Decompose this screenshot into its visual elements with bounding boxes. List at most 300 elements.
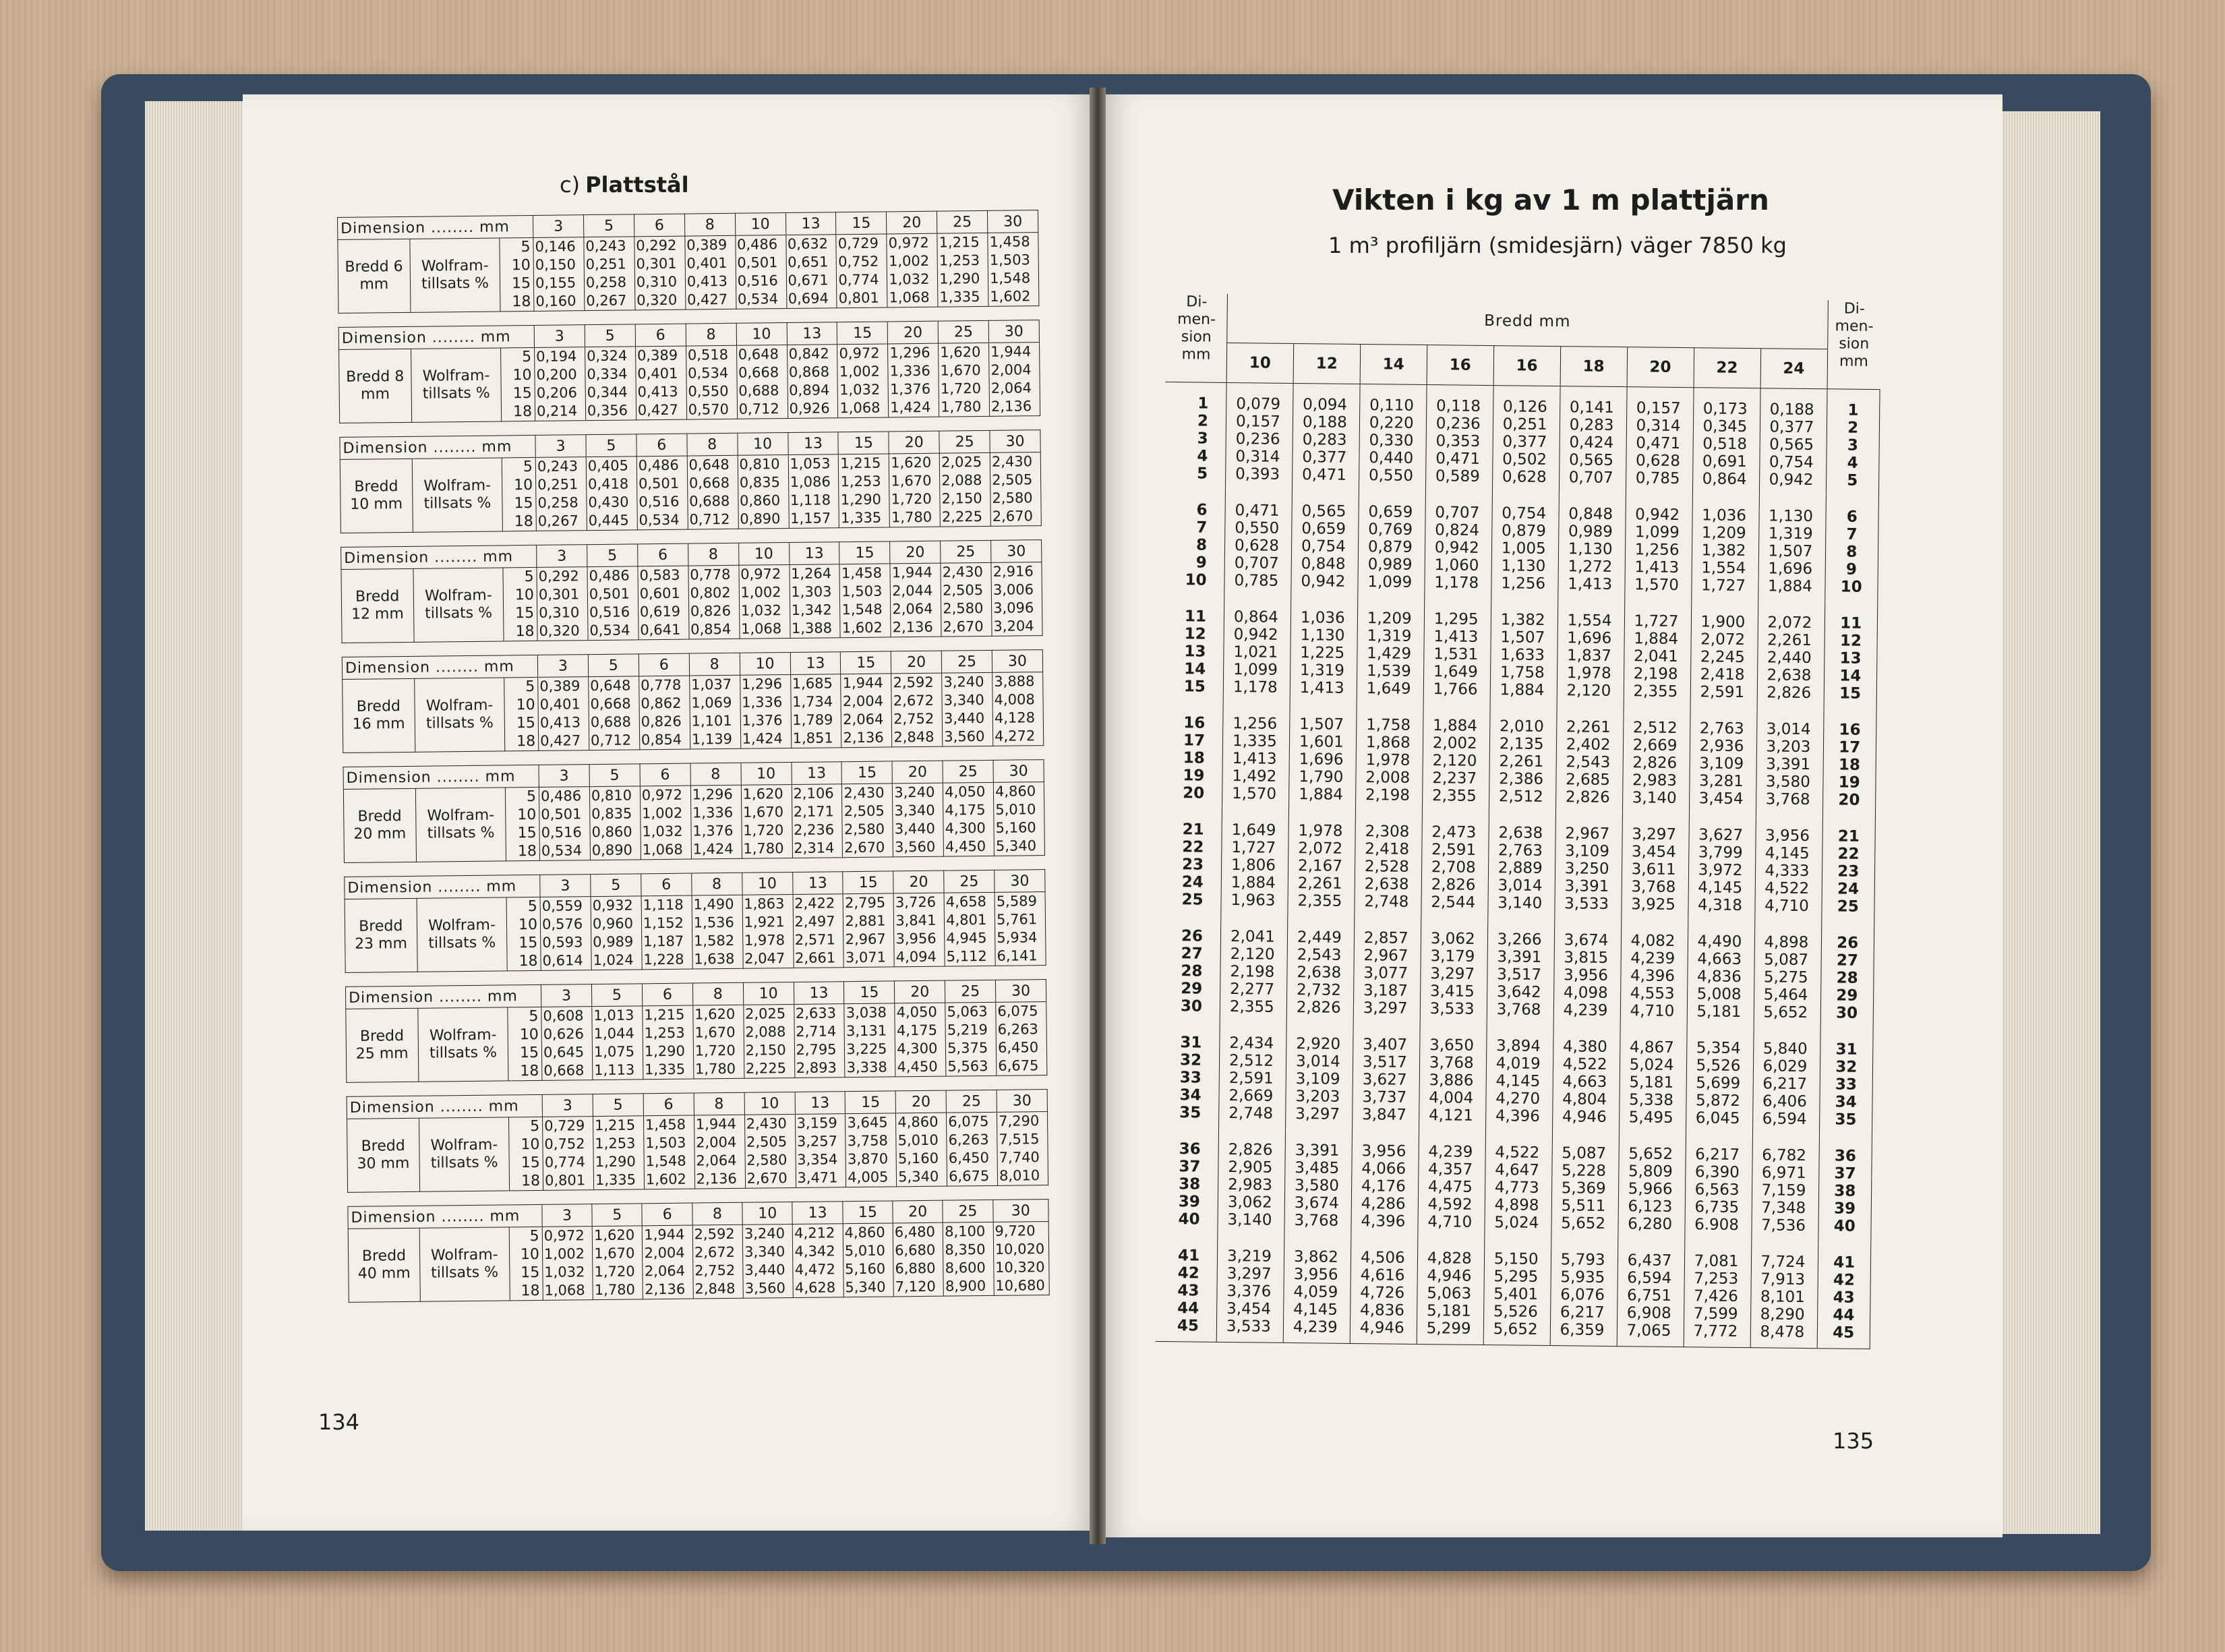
dimension-value: 3 xyxy=(1197,430,1208,448)
weight-value: 3,014 xyxy=(1497,877,1543,895)
dimension-value: 35 xyxy=(1835,1111,1857,1129)
weight-value: 2,064 xyxy=(644,1262,686,1280)
weight-value: 2,685 xyxy=(1566,771,1611,789)
weight-value: 2,505 xyxy=(843,802,885,820)
page-number-left: 134 xyxy=(318,1409,360,1435)
weight-column xyxy=(1757,601,1825,709)
weight-value: 1,290 xyxy=(644,1042,686,1060)
value-column xyxy=(841,674,892,748)
weight-column xyxy=(1553,919,1622,1026)
dimension-value: 12 xyxy=(1184,625,1206,643)
dimension-value: 16 xyxy=(1183,714,1206,732)
weight-value: 2,591 xyxy=(1431,841,1477,859)
block-data-row xyxy=(338,233,1039,314)
weight-value: 3,768 xyxy=(1429,1054,1474,1072)
percent-value: 18 xyxy=(520,1062,539,1080)
width-column-header: 24 xyxy=(1760,349,1828,389)
block-data-row xyxy=(343,672,1044,753)
dimension-value: 35 xyxy=(1179,1104,1202,1122)
weight-value: 1,458 xyxy=(645,1116,686,1133)
weight-column xyxy=(1359,384,1427,492)
thickness-header: 13 xyxy=(788,432,838,455)
weight-value: 2,638 xyxy=(1364,875,1409,893)
weight-value: 5,699 xyxy=(1696,1074,1741,1092)
dimension-value: 30 xyxy=(1180,997,1203,1015)
weight-value: 8,478 xyxy=(1760,1323,1805,1341)
width-column-header: 10 xyxy=(1226,343,1294,383)
weight-column xyxy=(1686,1027,1754,1134)
weight-value: 1,032 xyxy=(740,602,782,619)
weight-value: 2,752 xyxy=(694,1262,736,1279)
weight-value: 6,390 xyxy=(1694,1163,1740,1181)
weight-value: 5,338 xyxy=(1628,1091,1674,1109)
weight-value: 1,633 xyxy=(1500,646,1545,664)
weight-value: 1,900 xyxy=(1700,613,1746,632)
weight-column xyxy=(1622,707,1690,814)
weight-value: 2,505 xyxy=(992,471,1033,488)
weight-value: 0,550 xyxy=(1368,467,1414,485)
dimension-header: Di- men- sion mm xyxy=(1166,293,1228,382)
weight-value: 2,505 xyxy=(942,581,984,599)
weight-value: 1,024 xyxy=(593,951,634,969)
value-column xyxy=(585,347,636,421)
weight-value: 3,109 xyxy=(1295,1070,1340,1088)
weight-value: 5,375 xyxy=(947,1039,988,1057)
weight-value: 0,707 xyxy=(1568,469,1613,487)
percent-value: 18 xyxy=(512,293,531,311)
dimension-label: Dimension ........ mm xyxy=(348,1204,542,1229)
weight-value: 2,763 xyxy=(1699,719,1744,738)
thickness-header: 10 xyxy=(736,323,787,346)
thickness-header: 20 xyxy=(892,761,943,784)
weight-value: 3,768 xyxy=(1631,878,1676,896)
weight-value: 1,086 xyxy=(790,473,831,490)
thickness-header: 20 xyxy=(887,211,937,234)
value-column xyxy=(692,895,743,969)
value-column xyxy=(793,894,844,968)
width-column-header: 20 xyxy=(1627,347,1694,388)
weight-table-wrap xyxy=(1155,293,1881,1413)
thickness-header: 8 xyxy=(694,1092,744,1115)
weight-column xyxy=(1487,918,1555,1026)
weight-value: 6,263 xyxy=(948,1131,989,1148)
weight-value: 0,334 xyxy=(587,365,628,383)
weight-value: 0,405 xyxy=(587,457,629,475)
weight-value: 0,292 xyxy=(538,568,579,585)
percent-value: 15 xyxy=(517,824,537,842)
weight-value: 3,062 xyxy=(1430,930,1475,948)
weight-value: 0,942 xyxy=(1434,539,1479,557)
plattstal-block xyxy=(347,1089,1048,1193)
weight-value: 3,250 xyxy=(1564,860,1609,878)
weight-value: 4,553 xyxy=(1630,984,1675,1003)
weight-column xyxy=(1222,703,1290,810)
weight-column xyxy=(1758,495,1826,602)
dimension-column xyxy=(1158,1022,1220,1129)
dimension-column xyxy=(1826,389,1880,496)
weight-value: 7,772 xyxy=(1693,1322,1738,1340)
weight-value: 1,429 xyxy=(1367,645,1412,663)
value-column xyxy=(943,782,995,856)
weight-value: 5,008 xyxy=(1696,985,1742,1003)
dimension-column xyxy=(1159,915,1221,1022)
weight-value: 2,355 xyxy=(1633,682,1678,701)
weight-value: 2,826 xyxy=(1431,876,1476,894)
weight-value: 0,471 xyxy=(1235,502,1280,520)
weight-value: 3,257 xyxy=(796,1133,838,1150)
weight-value: 4,357 xyxy=(1428,1160,1473,1179)
weight-value: 0,989 xyxy=(1568,523,1613,541)
weight-value: 0,688 xyxy=(689,492,730,510)
weight-value: 1,264 xyxy=(790,565,832,582)
thickness-header: 3 xyxy=(542,1094,593,1117)
dimension-column xyxy=(1161,702,1223,809)
weight-value: 0,534 xyxy=(639,511,680,529)
weight-value: 1,837 xyxy=(1566,647,1612,665)
thickness-header: 5 xyxy=(583,214,634,237)
weight-value: 2,088 xyxy=(941,472,982,489)
weight-column xyxy=(1687,920,1755,1028)
weight-value: 0,864 xyxy=(1233,608,1278,626)
weight-value: 2,004 xyxy=(695,1133,737,1151)
weight-value: 3,580 xyxy=(1765,773,1810,792)
value-column xyxy=(640,786,691,860)
value-column xyxy=(945,1002,997,1076)
weight-value: 5,526 xyxy=(1493,1303,1538,1321)
weight-value: 5,652 xyxy=(1763,1003,1808,1022)
weight-value: 2,672 xyxy=(893,692,934,709)
weight-value: 1,413 xyxy=(1232,750,1277,768)
weight-value: 1,758 xyxy=(1500,663,1545,682)
percent-column xyxy=(509,1227,543,1301)
weight-value: 4,898 xyxy=(1494,1196,1539,1214)
weight-value: 1,068 xyxy=(839,399,881,417)
dimension-value: 25 xyxy=(1181,891,1204,909)
weight-value: 0,671 xyxy=(788,272,829,289)
weight-value: 3,627 xyxy=(1362,1071,1407,1089)
weight-value: 2,967 xyxy=(1565,825,1610,843)
weight-value: 1,685 xyxy=(792,675,833,692)
weight-value: 2,136 xyxy=(843,729,884,746)
weight-value: 1,101 xyxy=(691,712,732,730)
thickness-header: 13 xyxy=(792,1202,843,1225)
weight-value: 4,710 xyxy=(1764,897,1810,916)
thickness-header: 10 xyxy=(741,762,792,785)
dimension-value: 26 xyxy=(1181,927,1204,945)
thickness-header: 3 xyxy=(533,215,584,238)
thickness-header: 8 xyxy=(690,763,741,786)
weight-value: 2,881 xyxy=(845,912,886,930)
weight-value: 2,967 xyxy=(1363,947,1408,965)
value-column xyxy=(887,233,938,307)
value-column xyxy=(592,1226,643,1300)
weight-value: 1,053 xyxy=(790,455,831,472)
weight-value: 1,002 xyxy=(839,363,881,380)
weight-column xyxy=(1419,1024,1487,1131)
weight-value: 1,720 xyxy=(940,380,982,397)
weight-column xyxy=(1357,597,1425,705)
weight-value: 4,128 xyxy=(994,709,1036,726)
weight-value: 1,336 xyxy=(692,804,734,821)
dimension-value: 30 xyxy=(1835,1004,1858,1022)
weight-value: 4,522 xyxy=(1562,1055,1607,1073)
weight-group-row xyxy=(1161,702,1876,816)
weight-value: 2,544 xyxy=(1431,893,1476,912)
weight-value: 3,338 xyxy=(846,1059,887,1076)
dimension-value: 38 xyxy=(1834,1182,1856,1200)
width-label: Bredd 12 mm xyxy=(341,568,414,643)
plattstal-block xyxy=(345,979,1047,1083)
weight-value: 4,946 xyxy=(1427,1267,1472,1285)
weight-value: 1,335 xyxy=(939,289,980,305)
weight-value: 0,559 xyxy=(541,897,583,914)
width-column-header: 18 xyxy=(1560,347,1628,387)
thickness-header: 6 xyxy=(637,543,688,566)
weight-value: 4,475 xyxy=(1427,1178,1473,1196)
weight-value: 3,281 xyxy=(1698,772,1744,791)
weight-column xyxy=(1692,388,1760,496)
value-column xyxy=(738,455,789,529)
weight-value: 1,002 xyxy=(740,584,781,601)
weight-value: 1,601 xyxy=(1299,733,1344,751)
thickness-header: 15 xyxy=(846,1091,896,1114)
weight-value: 2,714 xyxy=(796,1023,837,1040)
thickness-header: 25 xyxy=(946,1090,997,1113)
weight-value: 1,490 xyxy=(693,895,734,913)
weight-value: 0,826 xyxy=(641,713,682,730)
weight-value: 3,642 xyxy=(1496,983,1541,1001)
width-column-header: 16 xyxy=(1493,346,1561,386)
weight-value: 3,956 xyxy=(895,930,937,947)
weight-value: 1,295 xyxy=(1433,610,1479,628)
weight-value: 2,497 xyxy=(794,913,835,930)
dimension-value: 34 xyxy=(1835,1093,1857,1111)
weight-value: 1,602 xyxy=(990,288,1031,305)
weight-value: 1,336 xyxy=(742,694,783,711)
weight-value: 2,434 xyxy=(1229,1034,1274,1053)
weight-value: 0,752 xyxy=(544,1135,585,1152)
weight-value: 4,860 xyxy=(844,1224,885,1241)
thickness-header: 3 xyxy=(537,655,588,678)
weight-value: 3,925 xyxy=(1631,895,1676,914)
value-column xyxy=(591,896,642,970)
weight-value: 1,492 xyxy=(1232,767,1277,786)
value-column xyxy=(694,1115,745,1189)
weight-value: 5,087 xyxy=(1562,1144,1607,1162)
block-data-row xyxy=(345,892,1046,973)
percent-value: 10 xyxy=(521,1135,540,1154)
weight-value: 1,376 xyxy=(742,712,783,729)
weight-value: 2,261 xyxy=(1297,875,1342,893)
dimension-value: 25 xyxy=(1837,897,1859,916)
weight-value: 0,707 xyxy=(1234,554,1279,572)
weight-value: 6,563 xyxy=(1694,1181,1740,1199)
weight-value: 4,175 xyxy=(945,801,986,819)
left-page-edges xyxy=(145,101,246,1531)
weight-group-row xyxy=(1156,1128,1872,1242)
value-column xyxy=(939,452,990,527)
thickness-header: 30 xyxy=(992,650,1042,673)
value-column xyxy=(787,345,838,419)
section-letter: c) xyxy=(560,172,581,198)
thickness-header: 20 xyxy=(893,1200,943,1223)
thickness-header: 5 xyxy=(587,544,638,567)
weight-value: 10,020 xyxy=(995,1241,1045,1258)
weight-value: 0,942 xyxy=(1769,471,1814,490)
weight-value: 0,565 xyxy=(1301,502,1346,521)
weight-column xyxy=(1690,601,1758,708)
weight-value: 0,729 xyxy=(837,235,879,252)
weight-value: 2,041 xyxy=(1230,928,1276,946)
weight-value: 1,130 xyxy=(1501,557,1546,575)
weight-value: 1,118 xyxy=(643,896,684,914)
weight-column xyxy=(1485,1131,1553,1239)
weight-value: 3,159 xyxy=(796,1115,837,1131)
thickness-header: 8 xyxy=(686,323,736,346)
weight-value: 3,140 xyxy=(1227,1211,1272,1229)
weight-value: 1,319 xyxy=(1768,525,1813,543)
weight-value: 4,300 xyxy=(945,819,986,837)
weight-column xyxy=(1684,1133,1752,1241)
weight-value: 0,324 xyxy=(586,347,628,365)
weight-value: 1,178 xyxy=(1434,574,1479,592)
weight-value: 3,140 xyxy=(1632,789,1677,807)
weight-column xyxy=(1216,1235,1284,1343)
dimension-value: 22 xyxy=(1837,845,1860,863)
thickness-header: 5 xyxy=(588,654,639,677)
weight-value: 1,335 xyxy=(840,509,882,527)
weight-value: 8,290 xyxy=(1760,1305,1805,1324)
weight-value: 0,141 xyxy=(1569,399,1614,417)
weight-value: 7,740 xyxy=(999,1149,1040,1166)
weight-value: 3,240 xyxy=(894,784,935,801)
weight-value: 2,848 xyxy=(893,728,934,746)
percent-value: 5 xyxy=(530,1117,540,1135)
weight-value: 6,450 xyxy=(997,1039,1039,1056)
dimension-value: 32 xyxy=(1179,1051,1202,1069)
thickness-header: 15 xyxy=(843,1201,893,1224)
weight-value: 1,253 xyxy=(840,473,881,490)
weight-value: 0,860 xyxy=(591,823,632,841)
dimension-column xyxy=(1156,1235,1218,1342)
weight-value: 2,826 xyxy=(1632,754,1678,772)
weight-value: 0,614 xyxy=(542,952,583,969)
weight-value: 0,267 xyxy=(586,292,627,309)
weight-column xyxy=(1489,705,1557,813)
value-column xyxy=(742,1225,793,1299)
dimension-value: 8 xyxy=(1846,543,1858,561)
weight-value: 0,668 xyxy=(738,364,779,381)
thickness-header: 13 xyxy=(789,542,839,565)
weight-value: 0,860 xyxy=(739,492,781,509)
dimension-label: Dimension ........ mm xyxy=(347,1094,542,1119)
weight-value: 1,253 xyxy=(595,1135,636,1152)
weight-value: 0,157 xyxy=(1636,399,1681,417)
section-title: Plattstål xyxy=(585,172,689,198)
weight-value: 0,389 xyxy=(686,236,728,254)
weight-value: 4,005 xyxy=(848,1169,889,1186)
weight-value: 2,198 xyxy=(1633,665,1678,683)
dimension-label: Dimension ........ mm xyxy=(345,875,540,899)
dimension-value: 44 xyxy=(1177,1299,1199,1318)
weight-value: 2,936 xyxy=(1699,737,1744,756)
weight-value: 1,256 xyxy=(1233,715,1278,733)
weight-value: 2,763 xyxy=(1497,842,1543,860)
weight-value: 4,836 xyxy=(1359,1301,1405,1320)
weight-value: 0,243 xyxy=(537,458,578,475)
thickness-header: 3 xyxy=(537,545,587,568)
weight-value: 4,380 xyxy=(1562,1038,1608,1056)
weight-value: 0,283 xyxy=(1302,431,1347,449)
weight-value: 0,565 xyxy=(1769,436,1814,454)
weight-value: 0,688 xyxy=(738,382,779,399)
width-label: Bredd 40 mm xyxy=(348,1228,420,1302)
block-data-row xyxy=(343,782,1044,863)
dimension-value: 8 xyxy=(1195,536,1208,554)
percent-column xyxy=(500,237,534,312)
weight-value: 1,376 xyxy=(889,380,931,398)
weight-value: 0,668 xyxy=(543,1062,585,1079)
weight-value: 2,088 xyxy=(745,1024,786,1040)
weight-value: 2,580 xyxy=(746,1152,788,1169)
weight-value: 2,848 xyxy=(694,1280,736,1297)
weight-value: 3,580 xyxy=(1294,1177,1340,1195)
dimension-value: 17 xyxy=(1183,732,1206,750)
weight-value: 0,502 xyxy=(1502,450,1547,469)
weight-column xyxy=(1422,705,1490,812)
thickness-header: 10 xyxy=(738,543,789,566)
value-column xyxy=(947,1112,998,1186)
weight-column xyxy=(1351,1130,1419,1237)
weight-value: 4,710 xyxy=(1630,1002,1675,1020)
weight-group-row xyxy=(1158,1022,1873,1135)
value-column xyxy=(543,1117,594,1191)
thickness-header: 6 xyxy=(636,434,687,456)
percent-value: 5 xyxy=(526,788,537,806)
wolfram-label: Wolfram-tillsats % xyxy=(409,238,500,312)
weight-column xyxy=(1355,810,1423,918)
value-column xyxy=(533,237,585,312)
weight-value: 1,319 xyxy=(1299,661,1345,680)
weight-column xyxy=(1688,814,1756,921)
weight-value: 0,292 xyxy=(636,237,677,254)
weight-value: 0,188 xyxy=(1302,413,1347,432)
weight-value: 0,258 xyxy=(537,494,578,511)
weight-value: 1,851 xyxy=(792,730,833,746)
weight-value: 2,543 xyxy=(1297,946,1342,964)
weight-value: 4,522 xyxy=(1495,1144,1540,1162)
thickness-header: 13 xyxy=(795,1092,846,1115)
weight-value: 1,178 xyxy=(1233,678,1278,697)
percent-value: 5 xyxy=(522,348,532,366)
dimension-column xyxy=(1818,1135,1872,1242)
weight-value: 2,669 xyxy=(1632,736,1678,755)
weight-value: 1,554 xyxy=(1701,559,1746,578)
weight-value: 2,064 xyxy=(843,711,884,728)
weight-value: 0,608 xyxy=(543,1007,584,1024)
thickness-header: 30 xyxy=(988,210,1038,233)
thickness-header: 6 xyxy=(639,653,689,676)
weight-value: 1,002 xyxy=(641,804,683,822)
percent-value: 10 xyxy=(514,476,533,494)
weight-value: 4,396 xyxy=(1361,1212,1406,1231)
weight-value: 4,212 xyxy=(794,1225,835,1241)
value-column xyxy=(685,235,736,309)
value-column xyxy=(586,456,637,531)
thickness-header: 25 xyxy=(941,650,992,673)
weight-value: 4,059 xyxy=(1293,1283,1338,1301)
weight-value: 1,978 xyxy=(1365,751,1411,769)
